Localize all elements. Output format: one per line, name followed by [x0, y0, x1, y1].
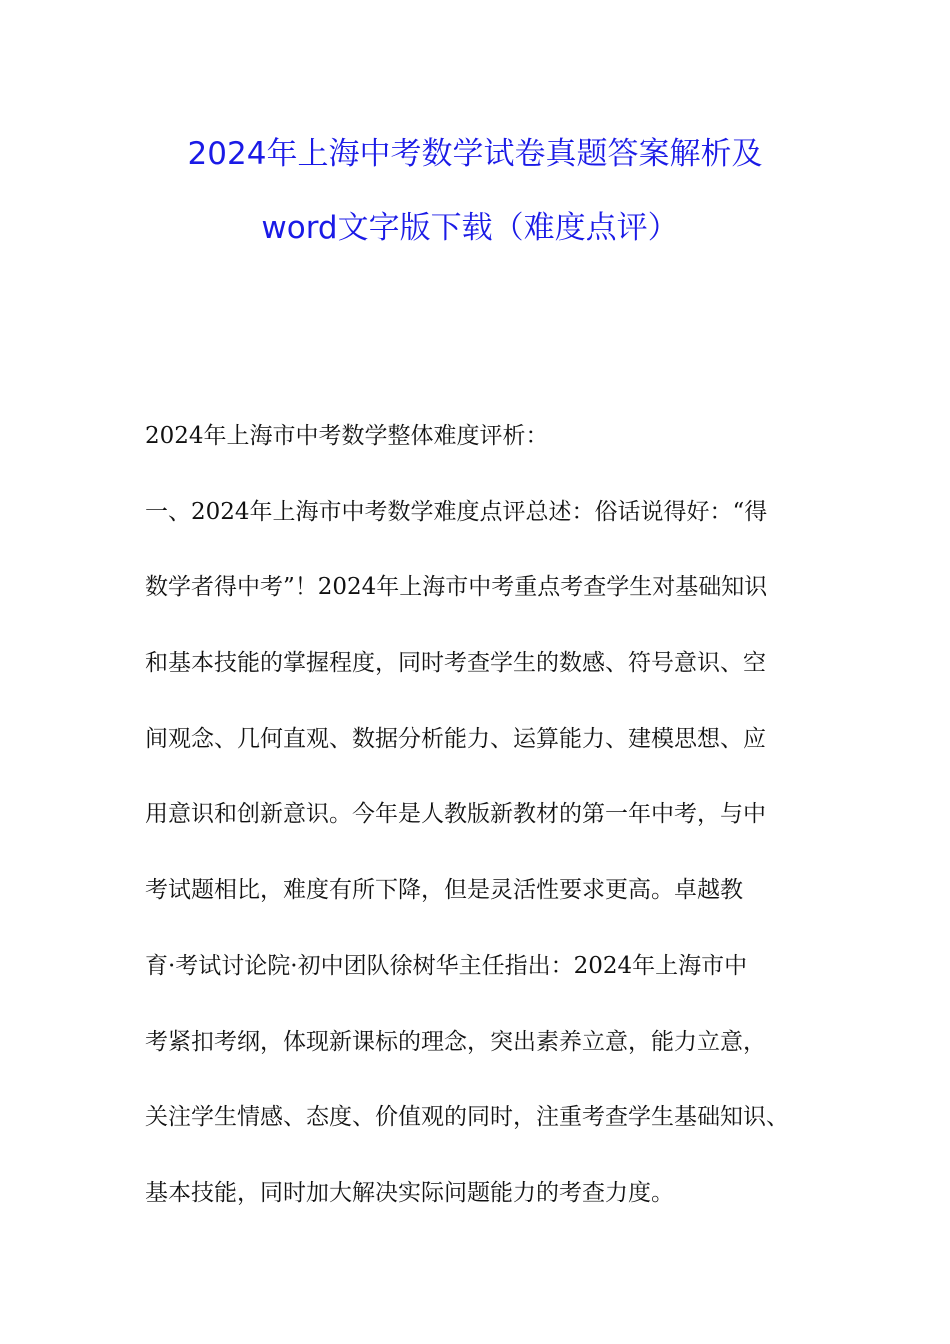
- body-line: 育·考试讨论院·初中团队徐树华主任指出：2024年上海市中: [145, 952, 748, 979]
- body-line: 用意识和创新意识。今年是人教版新教材的第一年中考，与中: [145, 801, 766, 828]
- document-title-line-1: 2024年上海中考数学试卷真题答案解析及: [187, 136, 763, 172]
- body-line: 考紧扣考纲，体现新课标的理念，突出素养立意，能力立意，: [145, 1028, 766, 1055]
- document-title-line-2: word文字版下载（难度点评）: [261, 210, 679, 246]
- body-line: 2024年上海市中考数学整体难度评析：: [145, 423, 549, 449]
- body-line: 和基本技能的掌握程度，同时考查学生的数感、符号意识、空: [145, 650, 766, 677]
- document-body: [145, 416, 845, 1249]
- body-line: 间观念、几何直观、数据分析能力、运算能力、建模思想、应: [145, 725, 766, 752]
- body-line: 关注学生情感、态度、价值观的同时，注重考查学生基础知识、: [145, 1104, 789, 1131]
- body-line: 基本技能，同时加大解决实际问题能力的考查力度。: [145, 1179, 674, 1206]
- body-line: 数学者得中考”！2024年上海市中考重点考查学生对基础知识: [145, 574, 768, 601]
- body-line: 考试题相比，难度有所下降，但是灵活性要求更高。卓越教: [145, 877, 743, 904]
- body-line: 一、2024年上海市中考数学难度点评总述：俗话说得好：“得: [145, 498, 768, 525]
